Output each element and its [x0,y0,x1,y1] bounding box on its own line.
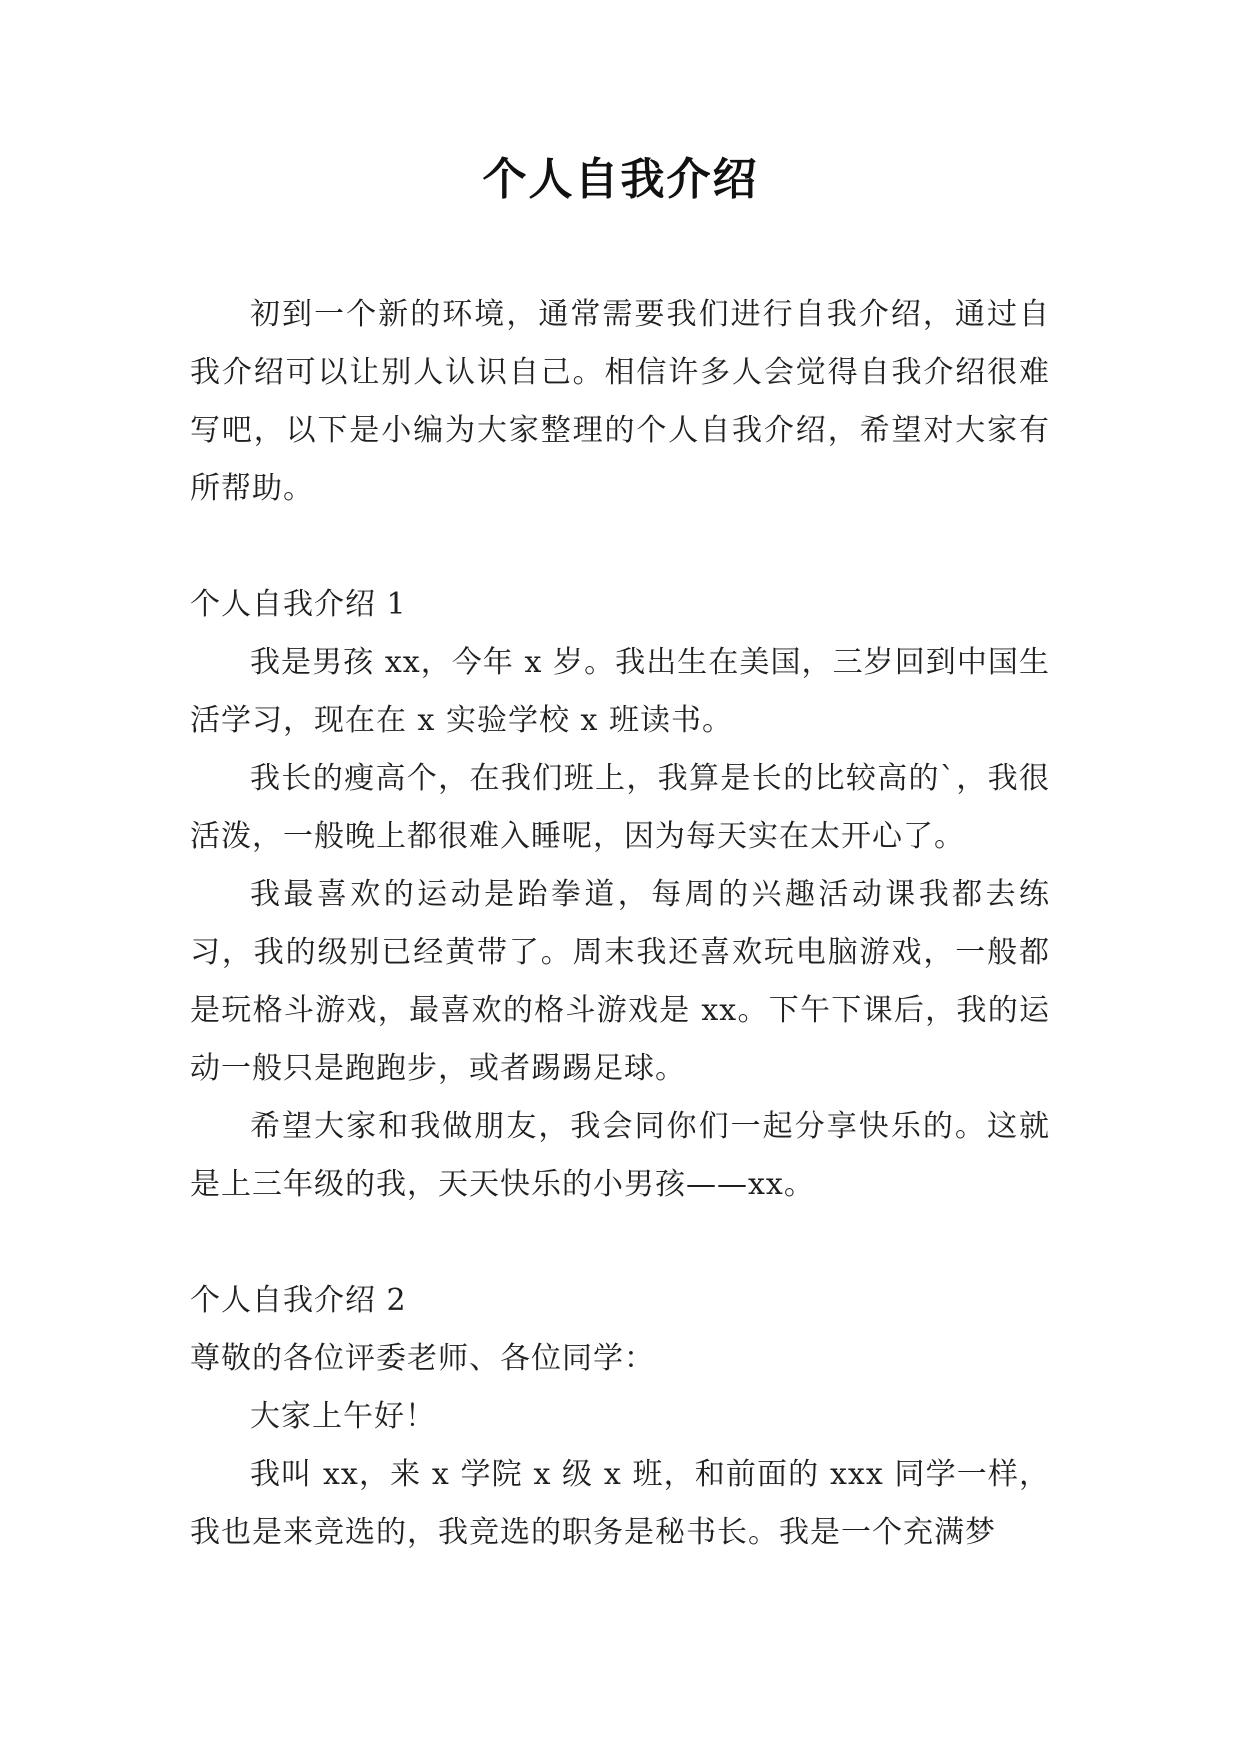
intro-paragraph: 初到一个新的环境，通常需要我们进行自我介绍，通过自我介绍可以让别人认识自己。相信许多人会觉得自我介绍很难写吧，以下是小编为大家整理的个人自我介绍，希望对大家有所帮助。 [190,297,1050,506]
section-1-heading: 个人自我介绍 1 [190,587,407,622]
section-2-paragraph-1: 我叫 xx，来 x 学院 x 级 x 班，和前面的 xxx 同学一样，我也是来竞选的，我竞选的职务是秘书长。我是一个充满梦 [190,1457,1050,1550]
document-title: 个人自我介绍 [482,154,759,205]
section-1-paragraph-1: 我是男孩 xx，今年 x 岁。我出生在美国，三岁回到中国生活学习，现在在 x 实验学校 x 班读书。 [190,645,1050,738]
section-2-heading: 个人自我介绍 2 [190,1283,407,1318]
section-2-greeting: 大家上午好！ [250,1399,436,1434]
section-1-paragraph-3: 我最喜欢的运动是跆拳道，每周的兴趣活动课我都去练习，我的级别已经黄带了。周末我还喜欢玩电脑游戏，一般都是玩格斗游戏，最喜欢的格斗游戏是 xx。下午下课后，我的运动一般只是跑跑步，或者踢踢足球。 [190,877,1050,1086]
section-2-salutation: 尊敬的各位评委老师、各位同学： [190,1341,655,1376]
section-spacer [190,1214,1050,1272]
section-1-paragraph-2: 我长的瘦高个，在我们班上，我算是长的比较高的`，我很活泼，一般晚上都很难入睡呢，因为每天实在太开心了。 [190,761,1050,854]
section-1-paragraph-4: 希望大家和我做朋友，我会同你们一起分享快乐的。这就是上三年级的我，天天快乐的小男孩——xx。 [190,1109,1050,1202]
section-spacer [190,518,1050,576]
document-body [190,286,1050,1562]
